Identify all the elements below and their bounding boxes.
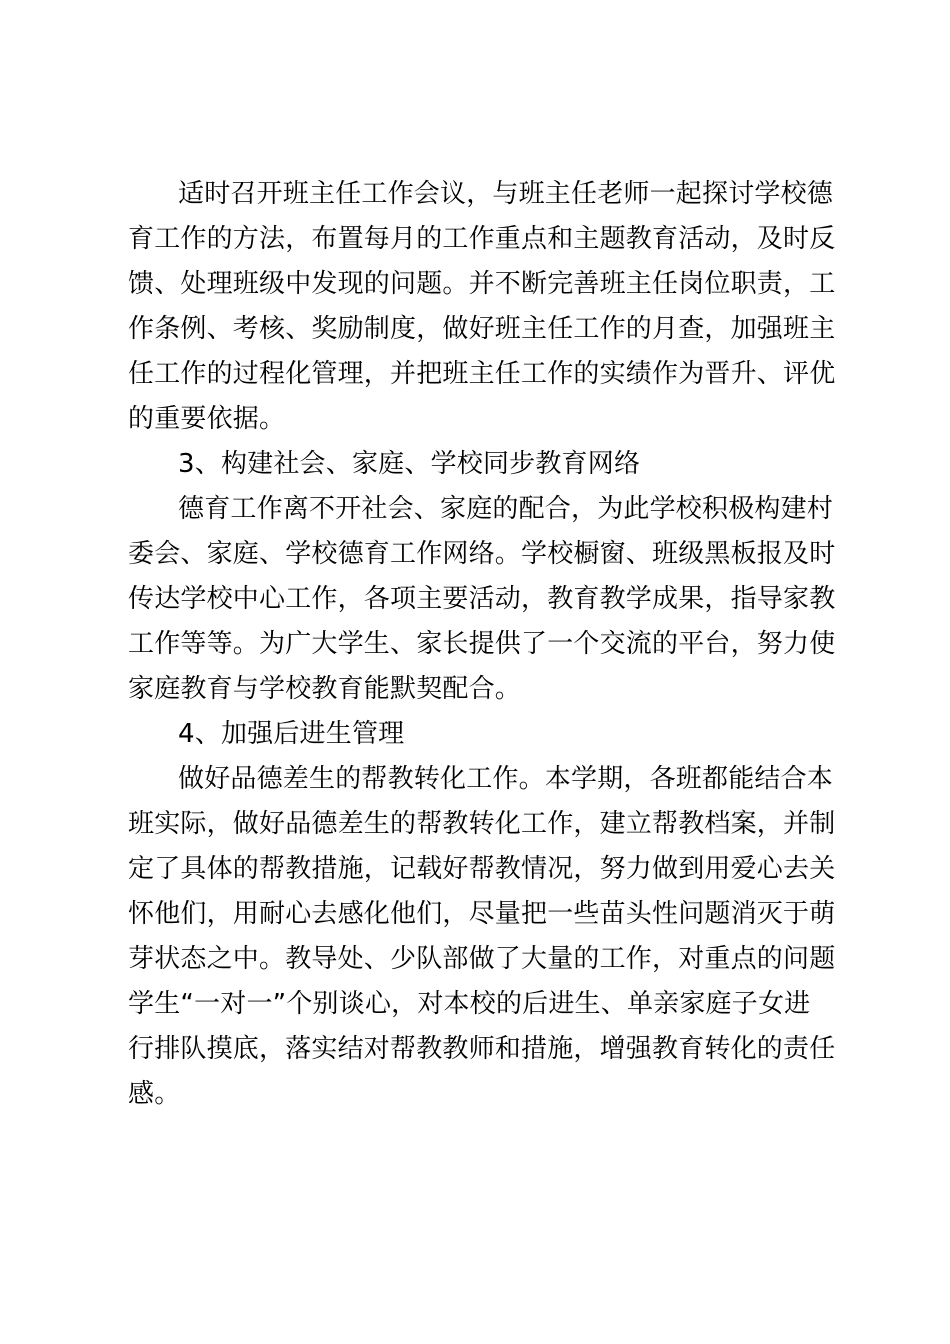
text-line: 定了具体的帮教措施，记载好帮教情况，努力做到用爱心去关 bbox=[128, 854, 836, 884]
text-line: 感。 bbox=[128, 1079, 181, 1109]
paragraph-underachiever-management bbox=[128, 757, 836, 1117]
heading-underachiever-management bbox=[128, 712, 832, 757]
text-line: 芽状态之中。教导处、少队部做了大量的工作，对重点的问题 bbox=[128, 944, 836, 974]
section-heading: 3、构建社会、家庭、学校同步教育网络 bbox=[178, 449, 641, 479]
text-line: 的重要依据。 bbox=[128, 404, 286, 434]
text-line: 任工作的过程化管理，并把班主任工作的实绩作为晋升、评优 bbox=[128, 359, 836, 389]
text-line: 行排队摸底，落实结对帮教教师和措施，增强教育转化的责任 bbox=[128, 1034, 836, 1064]
text-line: 学生“一对一”个别谈心，对本校的后进生、单亲家庭子女进 bbox=[128, 989, 811, 1019]
document-page bbox=[128, 172, 836, 1117]
text-line: 做好品德差生的帮教转化工作。本学期，各班都能结合本 bbox=[178, 764, 834, 794]
text-line: 育工作的方法，布置每月的工作重点和主题教育活动，及时反 bbox=[128, 224, 836, 254]
section-heading: 4、加强后进生管理 bbox=[178, 719, 405, 749]
text-line: 馈、处理班级中发现的问题。并不断完善班主任岗位职责，工 bbox=[128, 269, 836, 299]
paragraph-education-network bbox=[128, 487, 836, 712]
text-line: 作条例、考核、奖励制度，做好班主任工作的月查，加强班主 bbox=[128, 314, 836, 344]
paragraph-class-teacher-meetings bbox=[128, 172, 836, 442]
text-line: 适时召开班主任工作会议，与班主任老师一起探讨学校德 bbox=[178, 179, 834, 209]
text-line: 工作等等。为广大学生、家长提供了一个交流的平台，努力使 bbox=[128, 629, 836, 659]
text-line: 委会、家庭、学校德育工作网络。学校橱窗、班级黑板报及时 bbox=[128, 539, 836, 569]
text-line: 传达学校中心工作，各项主要活动，教育教学成果，指导家教 bbox=[128, 584, 836, 614]
text-line: 德育工作离不开社会、家庭的配合，为此学校积极构建村 bbox=[178, 494, 834, 524]
text-line: 怀他们，用耐心去感化他们，尽量把一些苗头性问题消灭于萌 bbox=[128, 899, 836, 929]
text-line: 家庭教育与学校教育能默契配合。 bbox=[128, 674, 522, 704]
heading-education-network bbox=[128, 442, 832, 487]
text-line: 班实际，做好品德差生的帮教转化工作，建立帮教档案，并制 bbox=[128, 809, 836, 839]
